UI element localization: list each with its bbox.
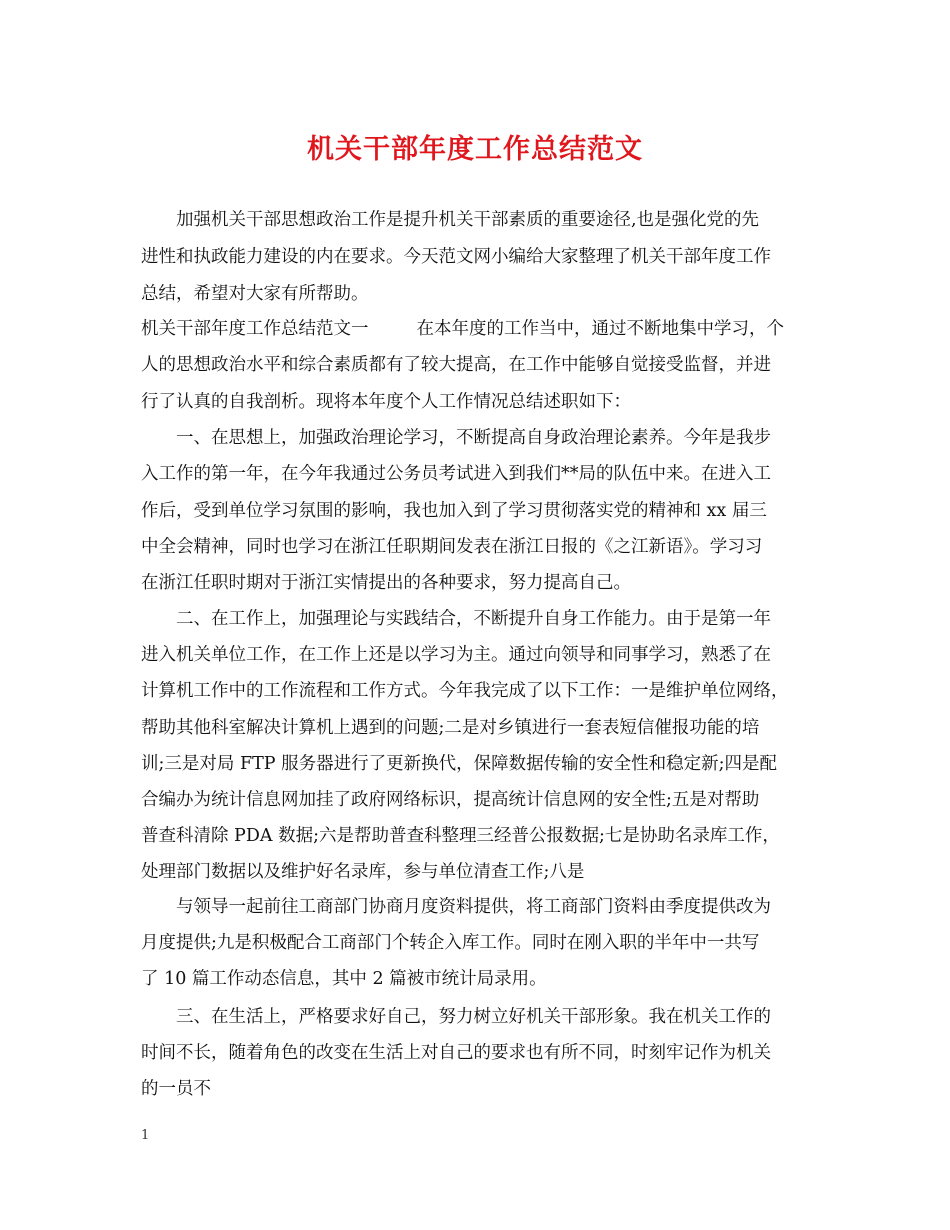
- paragraph-line: 的一员不: [141, 1079, 211, 1099]
- paragraph-line: 帮助其他科室解决计算机上遇到的问题;二是对乡镇进行一套表短信催报功能的培: [141, 718, 760, 738]
- document-title: 机关干部年度工作总结范文: [307, 134, 643, 165]
- paragraph-line: 入工作的第一年，在今年我通过公务员考试进入到我们**局的队伍中来。在进入工: [141, 464, 771, 484]
- paragraph-line: 三、在生活上，严格要求好自己，努力树立好机关干部形象。我在机关工作的: [176, 1007, 771, 1027]
- paragraph-line: 处理部门数据以及维护好名录库，参与单位清查工作;八是: [141, 862, 585, 882]
- paragraph-line: 训;三是对局 FTP 服务器进行了更新换代，保障数据传输的安全性和稳定新;四是配: [141, 754, 778, 774]
- paragraph-line: 行了认真的自我剖析。现将本年度个人工作情况总结述职如下：: [141, 392, 631, 412]
- paragraph-line: 与领导一起前往工商部门协商月度资料提供，将工商部门资料由季度提供改为: [176, 897, 771, 917]
- paragraph-line: 进性和执政能力建设的内在要求。今天范文网小编给大家整理了机关干部年度工作: [141, 247, 771, 267]
- paragraph-line: 二、在工作上，加强理论与实践结合，不断提升自身工作能力。由于是第一年: [176, 609, 771, 629]
- section-heading: 机关干部年度工作总结范文一: [141, 319, 369, 339]
- paragraph-line: 中全会精神，同时也学习在浙江任职期间发表在浙江日报的《之江新语》。学习习: [141, 537, 763, 557]
- paragraph-line: 月度提供;九是积极配合工商部门个转企入库工作。同时在刚入职的半年中一共写: [141, 933, 760, 953]
- paragraph-line: 在浙江任职时期对于浙江实情提出的各种要求，努力提高自己。: [141, 573, 631, 593]
- paragraph-line: 作后，受到单位学习氛围的影响，我也加入到了学习贯彻落实党的精神和 xx 届三: [141, 501, 767, 521]
- page-number: 1: [141, 1128, 150, 1143]
- paragraph-line: 一、在思想上，加强政治理论学习，不断提高自身政治理论素养。今年是我步: [176, 428, 771, 448]
- paragraph-line: 了 10 篇工作动态信息，其中 2 篇被市统计局录用。: [141, 969, 547, 989]
- section-heading-line: [141, 312, 784, 346]
- paragraph-line: 进入机关单位工作，在工作上还是以学习为主。通过向领导和同事学习，熟悉了在: [141, 645, 771, 665]
- paragraph-line: 加强机关干部思想政治工作是提升机关干部素质的重要途径,也是强化党的先: [176, 210, 760, 230]
- paragraph-line: 总结，希望对大家有所帮助。: [141, 284, 369, 304]
- paragraph-line: 时间不长，随着角色的改变在生活上对自己的要求也有所不同，时刻牢记作为机关: [141, 1043, 771, 1063]
- paragraph-line: 人的思想政治水平和综合素质都有了较大提高，在工作中能够自觉接受监督，并进: [141, 355, 771, 375]
- paragraph-line: 计算机工作中的工作流程和工作方式。今年我完成了以下工作：一是维护单位网络，: [141, 681, 789, 701]
- paragraph-line: 普查科清除 PDA 数据;六是帮助普查科整理三经普公报数据;七是协助名录库工作，: [141, 826, 780, 846]
- paragraph-text: 在本年度的工作当中，通过不断地集中学习，个: [416, 319, 784, 339]
- paragraph-line: 合编办为统计信息网加挂了政府网络标识，提高统计信息网的安全性;五是对帮助: [141, 790, 760, 810]
